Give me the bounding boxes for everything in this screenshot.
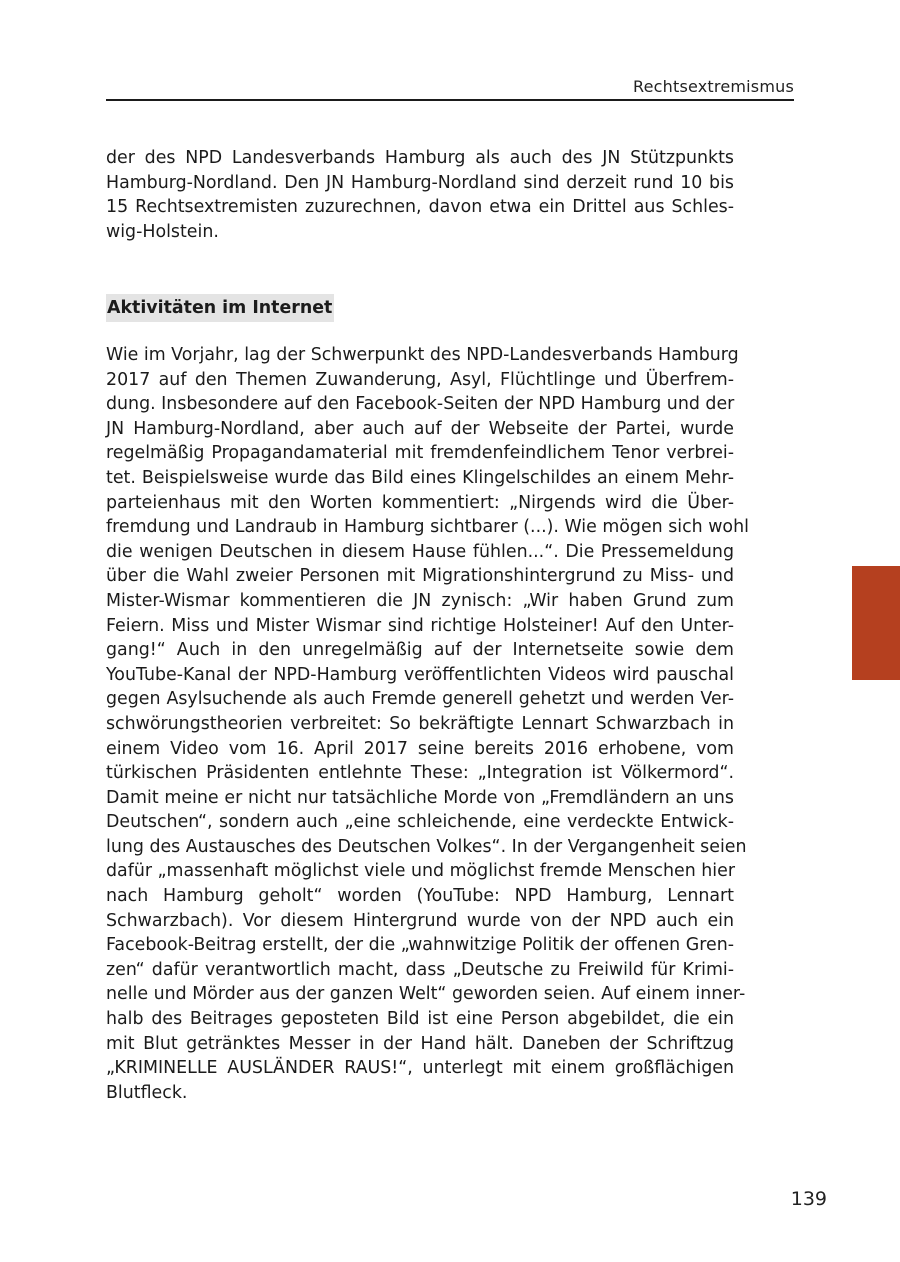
text-line: Hamburg-Nordland. Den JN Hamburg-Nordland sind derzeit rund 10 bis xyxy=(106,172,734,193)
text-line: Blutfleck. xyxy=(106,1082,188,1103)
intro-paragraph xyxy=(106,146,734,244)
text-line: gang!“ Auch in den unregelmäßig auf der Internetseite sowie dem xyxy=(106,640,734,661)
header-rule xyxy=(106,99,794,101)
text-line: türkischen Präsidenten entlehnte These: „Integration ist Völkermord“. xyxy=(106,763,734,784)
page-number: 139 xyxy=(790,1188,827,1210)
body-paragraph xyxy=(106,343,749,1105)
text-line: Deutschen“, sondern auch „eine schleichende, eine verdeckte Entwick- xyxy=(106,812,734,833)
chapter-tab-marker xyxy=(852,566,900,680)
text-line: gegen Asylsuchende als auch Fremde generell gehetzt und werden Ver- xyxy=(106,689,734,710)
text-line: 2017 auf den Themen Zuwanderung, Asyl, Flüchtlinge und Überfrem- xyxy=(106,369,734,390)
text-line: „KRIMINELLE AUSLÄNDER RAUS!“, unterlegt mit einem großflächigen xyxy=(106,1058,734,1079)
text-line: nach Hamburg geholt“ worden (YouTube: NPD Hamburg, Lennart xyxy=(106,886,734,907)
text-line: 15 Rechtsextremisten zuzurechnen, davon etwa ein Drittel aus Schles- xyxy=(106,197,734,218)
text-line: mit Blut getränktes Messer in der Hand hält. Daneben der Schriftzug xyxy=(106,1033,734,1054)
text-line: Feiern. Miss und Mister Wismar sind richtige Holsteiner! Auf den Unter- xyxy=(106,615,734,636)
text-line: der des NPD Landesverbands Hamburg als auch des JN Stützpunkts xyxy=(106,148,734,168)
section-heading: Aktivitäten im Internet xyxy=(106,294,334,322)
text-line: fremdung und Landraub in Hamburg sichtbarer (...). Wie mögen sich wohl xyxy=(106,517,749,538)
text-line: wig-Holstein. xyxy=(106,221,219,242)
text-line: die wenigen Deutschen in diesem Hause fühlen...“. Die Pressemeldung xyxy=(106,541,734,562)
running-header-title: Rechtsextremismus xyxy=(633,77,794,96)
text-line: regelmäßig Propagandamaterial mit fremdenfeindlichem Tenor verbrei- xyxy=(106,443,734,464)
text-line: Mister-Wismar kommentieren die JN zynisch: „Wir haben Grund zum xyxy=(106,590,734,611)
text-line: tet. Beispielsweise wurde das Bild eines Klingelschildes an einem Mehr- xyxy=(106,467,734,488)
text-line: Wie im Vorjahr, lag der Schwerpunkt des NPD-Landesverbands Hamburg xyxy=(106,345,739,365)
text-line: dung. Insbesondere auf den Facebook-Seiten der NPD Hamburg und der xyxy=(106,394,735,415)
text-line: halb des Beitrages geposteten Bild ist eine Person abgebildet, die ein xyxy=(106,1009,734,1030)
text-line: JN Hamburg-Nordland, aber auch auf der Webseite der Partei, wurde xyxy=(106,418,734,439)
text-line: zen“ dafür verantwortlich macht, dass „Deutsche zu Freiwild für Krimi- xyxy=(106,959,734,980)
text-line: YouTube-Kanal der NPD-Hamburg veröffentlichten Videos wird pauschal xyxy=(106,664,734,685)
text-line: dafür „massenhaft möglichst viele und möglichst fremde Menschen hier xyxy=(106,861,735,882)
text-line: über die Wahl zweier Personen mit Migrationshintergrund zu Miss- und xyxy=(106,566,734,587)
text-line: nelle und Mörder aus der ganzen Welt“ geworden seien. Auf einem inner- xyxy=(106,984,746,1005)
text-line: Damit meine er nicht nur tatsächliche Morde von „Fremdländern an uns xyxy=(106,787,734,808)
text-line: Schwarzbach). Vor diesem Hintergrund wurde von der NPD auch ein xyxy=(106,910,734,931)
text-line: schwörungstheorien verbreitet: So bekräftigte Lennart Schwarzbach in xyxy=(106,713,734,734)
text-line: Facebook-Beitrag erstellt, der die „wahnwitzige Politik der offenen Gren- xyxy=(106,935,734,956)
text-line: parteienhaus mit den Worten kommentiert: „Nirgends wird die Über- xyxy=(106,492,734,513)
text-line: einem Video vom 16. April 2017 seine bereits 2016 erhobene, vom xyxy=(106,738,734,759)
text-line: lung des Austausches des Deutschen Volkes“. In der Vergangenheit seien xyxy=(106,836,747,857)
